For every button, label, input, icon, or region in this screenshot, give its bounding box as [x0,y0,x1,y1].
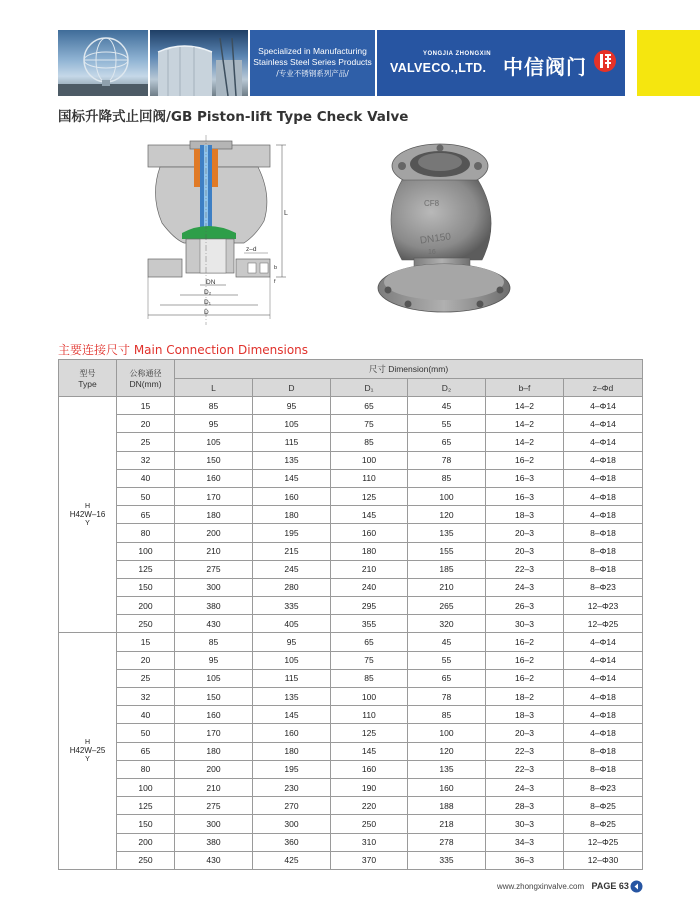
dimension-cell: 170 [175,487,253,505]
dimension-cell: 220 [331,797,408,815]
dimension-cell: 110 [331,469,408,487]
table-row [59,669,643,687]
dimension-cell: 18–2 [486,688,564,706]
slogan-line-1: Specialized in Manufacturing [258,46,367,56]
dn-cell: 150 [117,578,175,596]
table-row [59,560,643,578]
dimension-cell: 150 [175,688,253,706]
dimension-cell: 360 [253,833,331,851]
table-row [59,415,643,433]
table-row [59,506,643,524]
dimension-cell: 16–2 [486,669,564,687]
dimension-cell: 75 [331,415,408,433]
dimension-cell: 16–2 [486,651,564,669]
dimension-cell: 18–3 [486,706,564,724]
dimension-cell: 16–3 [486,487,564,505]
dimension-cell: 100 [408,724,486,742]
dimension-cell: 300 [175,815,253,833]
dimension-cell: 200 [175,524,253,542]
dn-cell: 15 [117,397,175,415]
dimension-cell: 20–3 [486,524,564,542]
dimension-cell: 430 [175,615,253,633]
dimension-cell: 4–Φ14 [564,415,643,433]
dimension-cell: 55 [408,651,486,669]
table-row [59,851,643,869]
table-row [59,524,643,542]
dimension-cell: 160 [331,524,408,542]
table-row [59,397,643,415]
dimension-cell: 335 [253,597,331,615]
dimension-cell: 100 [408,487,486,505]
brand-banner [377,30,625,96]
dimension-cell: 95 [175,415,253,433]
page-arrow-icon [630,880,643,893]
dimension-cell: 210 [175,778,253,796]
page-header [0,0,700,100]
dimension-cell: 65 [408,669,486,687]
header-type [59,360,117,397]
table-row [59,833,643,851]
table-row [59,633,643,651]
dimension-cell: 170 [175,724,253,742]
dimension-cell: 278 [408,833,486,851]
dimension-cell: 4–Φ14 [564,669,643,687]
dimension-cell: 85 [175,397,253,415]
dimension-cell: 370 [331,851,408,869]
table-row [59,487,643,505]
header-dimension-group: 尺寸 Dimension(mm) [175,360,643,379]
dimension-cell: 24–3 [486,578,564,596]
dimension-cell: 280 [253,578,331,596]
dimension-table [58,359,643,870]
dimension-cell: 195 [253,524,331,542]
dimension-cell: 4–Φ18 [564,706,643,724]
dimension-cell: 135 [253,451,331,469]
marking-material: CF8 [424,199,440,208]
brand-name-en: VALVECO.,LTD. [390,61,487,75]
dimension-cell: 155 [408,542,486,560]
dimension-cell: 45 [408,633,486,651]
dimension-cell: 4–Φ18 [564,451,643,469]
dimension-cell: 135 [408,524,486,542]
dimension-cell: 125 [331,487,408,505]
page-number: PAGE 63 [591,881,629,891]
dimension-cell: 275 [175,797,253,815]
dimension-cell: 45 [408,397,486,415]
label-dn: DN [206,279,216,286]
header-dim-col: L [175,379,253,397]
dimension-cell: 270 [253,797,331,815]
dimension-cell: 180 [331,542,408,560]
dimension-cell: 145 [331,506,408,524]
dimension-cell: 105 [175,669,253,687]
table-row [59,760,643,778]
dimension-cell: 320 [408,615,486,633]
footer-url: www.zhongxinvalve.com [497,882,585,891]
dimension-cell: 55 [408,415,486,433]
dimension-cell: 16–2 [486,633,564,651]
type-label-main: H42W–16 [69,509,106,519]
dimension-cell: 12–Φ23 [564,597,643,615]
globe-sculpture-image [58,30,148,96]
dn-cell: 125 [117,560,175,578]
dimension-cell: 12–Φ25 [564,615,643,633]
header-photo-globe [58,30,148,96]
table-row [59,797,643,815]
dimension-cell: 190 [331,778,408,796]
dimension-cell: 310 [331,833,408,851]
dimension-cell: 135 [408,760,486,778]
brand-pinyin: YONGJIA ZHONGXIN [423,51,492,57]
dn-cell: 250 [117,851,175,869]
dimension-cell: 36–3 [486,851,564,869]
dimension-cell: 160 [408,778,486,796]
dimension-cell: 245 [253,560,331,578]
dimension-cell: 160 [175,469,253,487]
dimension-cell: 180 [253,506,331,524]
dn-cell: 40 [117,469,175,487]
table-row [59,597,643,615]
dimension-cell: 4–Φ14 [564,633,643,651]
dn-cell: 80 [117,524,175,542]
dimension-table-body [59,397,643,870]
dimension-cell: 160 [253,724,331,742]
dimension-cell: 115 [253,669,331,687]
dimension-cell: 8–Φ18 [564,760,643,778]
type-label [70,739,106,763]
label-b: b [274,265,278,271]
type-cell [59,397,117,633]
dn-cell: 80 [117,760,175,778]
dimension-cell: 85 [331,669,408,687]
dimension-cell: 78 [408,688,486,706]
dn-cell: 65 [117,506,175,524]
dimension-cell: 65 [331,633,408,651]
dimension-cell: 145 [253,469,331,487]
type-label-main: H42W–25 [69,746,106,756]
table-row [59,615,643,633]
dimension-cell: 14–2 [486,415,564,433]
header-dim-col: b–f [486,379,564,397]
header-dn-en: DN(mm) [129,378,162,389]
dimension-cell: 65 [408,433,486,451]
dimension-cell: 180 [175,742,253,760]
dimension-cell: 75 [331,651,408,669]
header-dn-cn: 公称通径 [129,368,162,378]
type-label [70,503,106,527]
dimension-cell: 30–3 [486,615,564,633]
dn-cell: 25 [117,433,175,451]
header-yellow-block [637,30,700,96]
valve-section-drawing [140,135,300,325]
dn-cell: 125 [117,797,175,815]
dimension-cell: 200 [175,760,253,778]
table-row [59,542,643,560]
dimension-cell: 250 [331,815,408,833]
dn-cell: 50 [117,724,175,742]
dimension-cell: 4–Φ18 [564,724,643,742]
type-label-bottom: Y [85,519,90,527]
dimension-cell: 215 [253,542,331,560]
marking-size: DN150 [419,231,452,247]
dimension-cell: 85 [331,433,408,451]
dimension-cell: 18–3 [486,506,564,524]
brand-name-cn: 中信阀门 [503,55,587,79]
dimension-cell: 8–Φ25 [564,797,643,815]
dimension-cell: 105 [253,651,331,669]
dn-cell: 15 [117,633,175,651]
dimension-cell: 8–Φ18 [564,742,643,760]
table-row [59,778,643,796]
marking-pressure: 16 [428,249,436,256]
dimension-cell: 210 [175,542,253,560]
dimension-cell: 335 [408,851,486,869]
dimension-cell: 240 [331,578,408,596]
dimension-cell: 85 [408,706,486,724]
dimension-cell: 195 [253,760,331,778]
table-row [59,451,643,469]
dn-cell: 150 [117,815,175,833]
dimension-cell: 4–Φ18 [564,506,643,524]
header-dim-col: z–Φd [564,379,643,397]
dimension-cell: 145 [253,706,331,724]
header-type-cn: 型号 [79,368,96,378]
dimension-cell: 180 [175,506,253,524]
type-label-top: H [84,502,91,510]
header-slogan [250,30,375,96]
dimension-cell: 78 [408,451,486,469]
dimension-cell: 275 [175,560,253,578]
dimension-cell: 185 [408,560,486,578]
dn-cell: 100 [117,542,175,560]
slogan-line-3: /专业不锈钢系列产品/ [276,69,349,78]
dimension-cell: 12–Φ30 [564,851,643,869]
dimension-cell: 8–Φ18 [564,542,643,560]
dn-cell: 40 [117,706,175,724]
table-row [59,469,643,487]
dn-cell: 65 [117,742,175,760]
dimension-cell: 65 [331,397,408,415]
dimension-cell: 8–Φ18 [564,560,643,578]
dimension-cell: 4–Φ14 [564,397,643,415]
dimension-cell: 85 [175,633,253,651]
table-row [59,651,643,669]
dimension-cell: 26–3 [486,597,564,615]
dimension-cell: 8–Φ23 [564,778,643,796]
dimension-cell: 14–2 [486,433,564,451]
dimension-cell: 210 [408,578,486,596]
label-f: f [274,279,276,285]
dimension-cell: 115 [253,433,331,451]
dimension-cell: 405 [253,615,331,633]
dimension-cell: 4–Φ14 [564,651,643,669]
dimension-cell: 160 [253,487,331,505]
dimension-cell: 12–Φ25 [564,833,643,851]
dimension-cell: 120 [408,506,486,524]
header-dn [117,360,175,397]
dimension-cell: 34–3 [486,833,564,851]
header-dim-col: D₁ [331,379,408,397]
page-footer [497,881,629,891]
dimension-cell: 430 [175,851,253,869]
type-label-top: H [84,739,91,747]
dimension-cell: 105 [253,415,331,433]
table-row [59,815,643,833]
dimension-cell: 16–3 [486,469,564,487]
dimension-cell: 95 [175,651,253,669]
table-row [59,688,643,706]
dimension-cell: 425 [253,851,331,869]
label-zd: z–d [246,246,257,253]
dimension-cell: 20–3 [486,724,564,742]
dimension-cell: 4–Φ18 [564,688,643,706]
table-row [59,433,643,451]
dn-cell: 250 [117,615,175,633]
dimension-cell: 22–3 [486,760,564,778]
dimension-cell: 380 [175,833,253,851]
dimension-cell: 4–Φ18 [564,487,643,505]
dimension-cell: 22–3 [486,742,564,760]
dimension-cell: 4–Φ14 [564,433,643,451]
dn-cell: 25 [117,669,175,687]
header-type-en: Type [78,378,97,389]
header-dim-col: D [253,379,331,397]
header-dim-col: D₂ [408,379,486,397]
dimension-cell: 150 [175,451,253,469]
dn-cell: 200 [117,833,175,851]
dimension-cell: 265 [408,597,486,615]
dimension-cell: 8–Φ23 [564,578,643,596]
dimension-cell: 210 [331,560,408,578]
dn-cell: 50 [117,487,175,505]
dimension-cell: 95 [253,633,331,651]
dimension-cell: 8–Φ18 [564,524,643,542]
header-photo-tanks [150,30,248,96]
dimension-cell: 180 [253,742,331,760]
dimension-cell: 20–3 [486,542,564,560]
dimension-cell: 145 [331,742,408,760]
table-row [59,706,643,724]
table-row [59,724,643,742]
dimension-cell: 355 [331,615,408,633]
company-logo-icon [593,49,617,73]
storage-tanks-image [150,30,248,96]
dimension-cell: 160 [175,706,253,724]
dimension-cell: 14–2 [486,397,564,415]
dimension-cell: 120 [408,742,486,760]
type-label-bottom: Y [85,756,90,764]
dimension-cell: 22–3 [486,560,564,578]
section-title: 主要连接尺寸 Main Connection Dimensions [58,343,309,357]
dimension-cell: 4–Φ18 [564,469,643,487]
dimension-cell: 8–Φ25 [564,815,643,833]
dimension-cell: 135 [253,688,331,706]
dimension-cell: 300 [253,815,331,833]
type-cell [59,633,117,869]
dimension-cell: 30–3 [486,815,564,833]
dimension-cell: 24–3 [486,778,564,796]
dn-cell: 32 [117,688,175,706]
dimension-cell: 188 [408,797,486,815]
dimension-cell: 160 [331,760,408,778]
dimension-cell: 95 [253,397,331,415]
dn-cell: 100 [117,778,175,796]
valve-product-photo [372,140,517,320]
dn-cell: 200 [117,597,175,615]
slogan-line-2: Stainless Steel Series Products [253,57,372,67]
table-row [59,578,643,596]
dimension-cell: 16–2 [486,451,564,469]
table-row [59,742,643,760]
dimension-cell: 110 [331,706,408,724]
dimension-cell: 380 [175,597,253,615]
dimension-cell: 218 [408,815,486,833]
dimension-cell: 295 [331,597,408,615]
page-title: 国标升降式止回阀/GB Piston-lift Type Check Valve [58,109,409,125]
dimension-cell: 105 [175,433,253,451]
label-l: L [284,210,288,217]
dn-cell: 20 [117,415,175,433]
dimension-cell: 125 [331,724,408,742]
dn-cell: 32 [117,451,175,469]
dimension-cell: 28–3 [486,797,564,815]
dimension-cell: 300 [175,578,253,596]
label-d1: D₁ [204,299,211,306]
label-d2: D₂ [204,289,212,296]
label-d: D [204,309,209,316]
dimension-cell: 85 [408,469,486,487]
dn-cell: 20 [117,651,175,669]
dimension-cell: 100 [331,451,408,469]
dimension-cell: 230 [253,778,331,796]
dimension-cell: 100 [331,688,408,706]
